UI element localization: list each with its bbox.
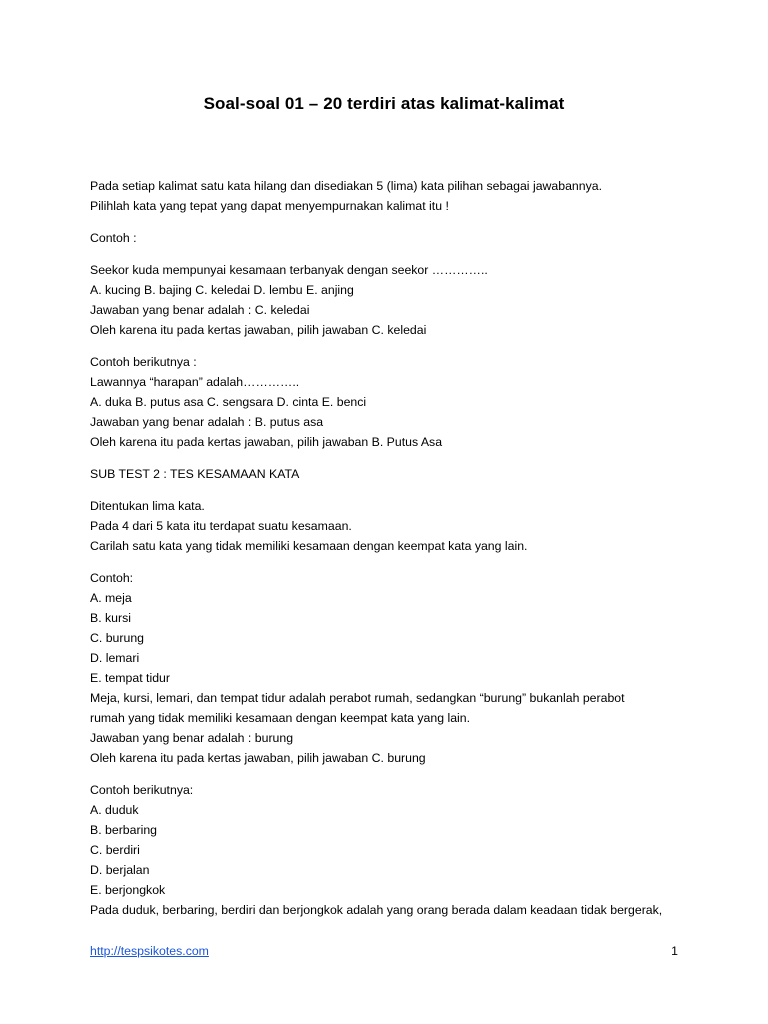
contoh-line: Contoh berikutnya:	[90, 783, 194, 797]
contoh-line: Contoh:	[90, 571, 134, 585]
contoh-line: Oleh karena itu pada kertas jawaban, pilih jawaban C. burung	[90, 751, 426, 765]
page-title: Soal-soal 01 – 20 terdiri atas kalimat-kalimat	[203, 94, 565, 113]
subtest-intro-line: Carilah satu kata yang tidak memiliki kesamaan dengan keempat kata yang lain.	[90, 539, 528, 553]
intro-line: Pada setiap kalimat satu kata hilang dan disediakan 5 (lima) kata pilihan sebagai jawabannya.	[90, 179, 603, 193]
contoh-line: Pada duduk, berbaring, berdiri dan berjongkok adalah yang orang berada dalam keadaan tidak bergerak,	[90, 903, 663, 917]
contoh-line: C. berdiri	[90, 843, 140, 857]
contoh-line: Meja, kursi, lemari, dan tempat tidur adalah perabot rumah, sedangkan “burung” bukanlah perabot	[90, 691, 625, 705]
contoh-line: A. meja	[90, 591, 132, 605]
contoh-line: Jawaban yang benar adalah : B. putus asa	[90, 415, 324, 429]
subtest-intro-line: Pada 4 dari 5 kata itu terdapat suatu kesamaan.	[90, 519, 352, 533]
subtest-heading: SUB TEST 2 : TES KESAMAAN KATA	[90, 467, 300, 481]
contoh-line: E. berjongkok	[90, 883, 166, 897]
contoh-line: Contoh berikutnya :	[90, 355, 197, 369]
document-body	[90, 176, 690, 920]
intro-line: Pilihlah kata yang tepat yang dapat menyempurnakan kalimat itu !	[90, 199, 449, 213]
contoh-line: Seekor kuda mempunyai kesamaan terbanyak dengan seekor …………..	[90, 263, 488, 277]
contoh-line: A. kucing B. bajing C. keledai D. lembu E. anjing	[90, 283, 354, 297]
contoh-line: D. lemari	[90, 651, 140, 665]
contoh-line: Lawannya “harapan” adalah…………..	[90, 375, 300, 389]
contoh-line: C. burung	[90, 631, 145, 645]
footer-website-link[interactable]: http://tespsikotes.com	[90, 944, 209, 958]
subtest-intro-line: Ditentukan lima kata.	[90, 499, 205, 513]
page-number: 1	[671, 944, 678, 958]
contoh-line: Oleh karena itu pada kertas jawaban, pilih jawaban B. Putus Asa	[90, 435, 443, 449]
contoh-line: A. duka B. putus asa C. sengsara D. cinta E. benci	[90, 395, 367, 409]
contoh-line: Jawaban yang benar adalah : C. keledai	[90, 303, 310, 317]
contoh-line: Jawaban yang benar adalah : burung	[90, 731, 294, 745]
contoh-line: A. duduk	[90, 803, 139, 817]
contoh-line: Oleh karena itu pada kertas jawaban, pilih jawaban C. keledai	[90, 323, 427, 337]
contoh-line: B. kursi	[90, 611, 131, 625]
contoh-line: E. tempat tidur	[90, 671, 170, 685]
contoh-line: D. berjalan	[90, 863, 150, 877]
contoh-line: rumah yang tidak memiliki kesamaan dengan keempat kata yang lain.	[90, 711, 471, 725]
contoh-line: B. berbaring	[90, 823, 157, 837]
contoh-heading: Contoh :	[90, 231, 137, 245]
